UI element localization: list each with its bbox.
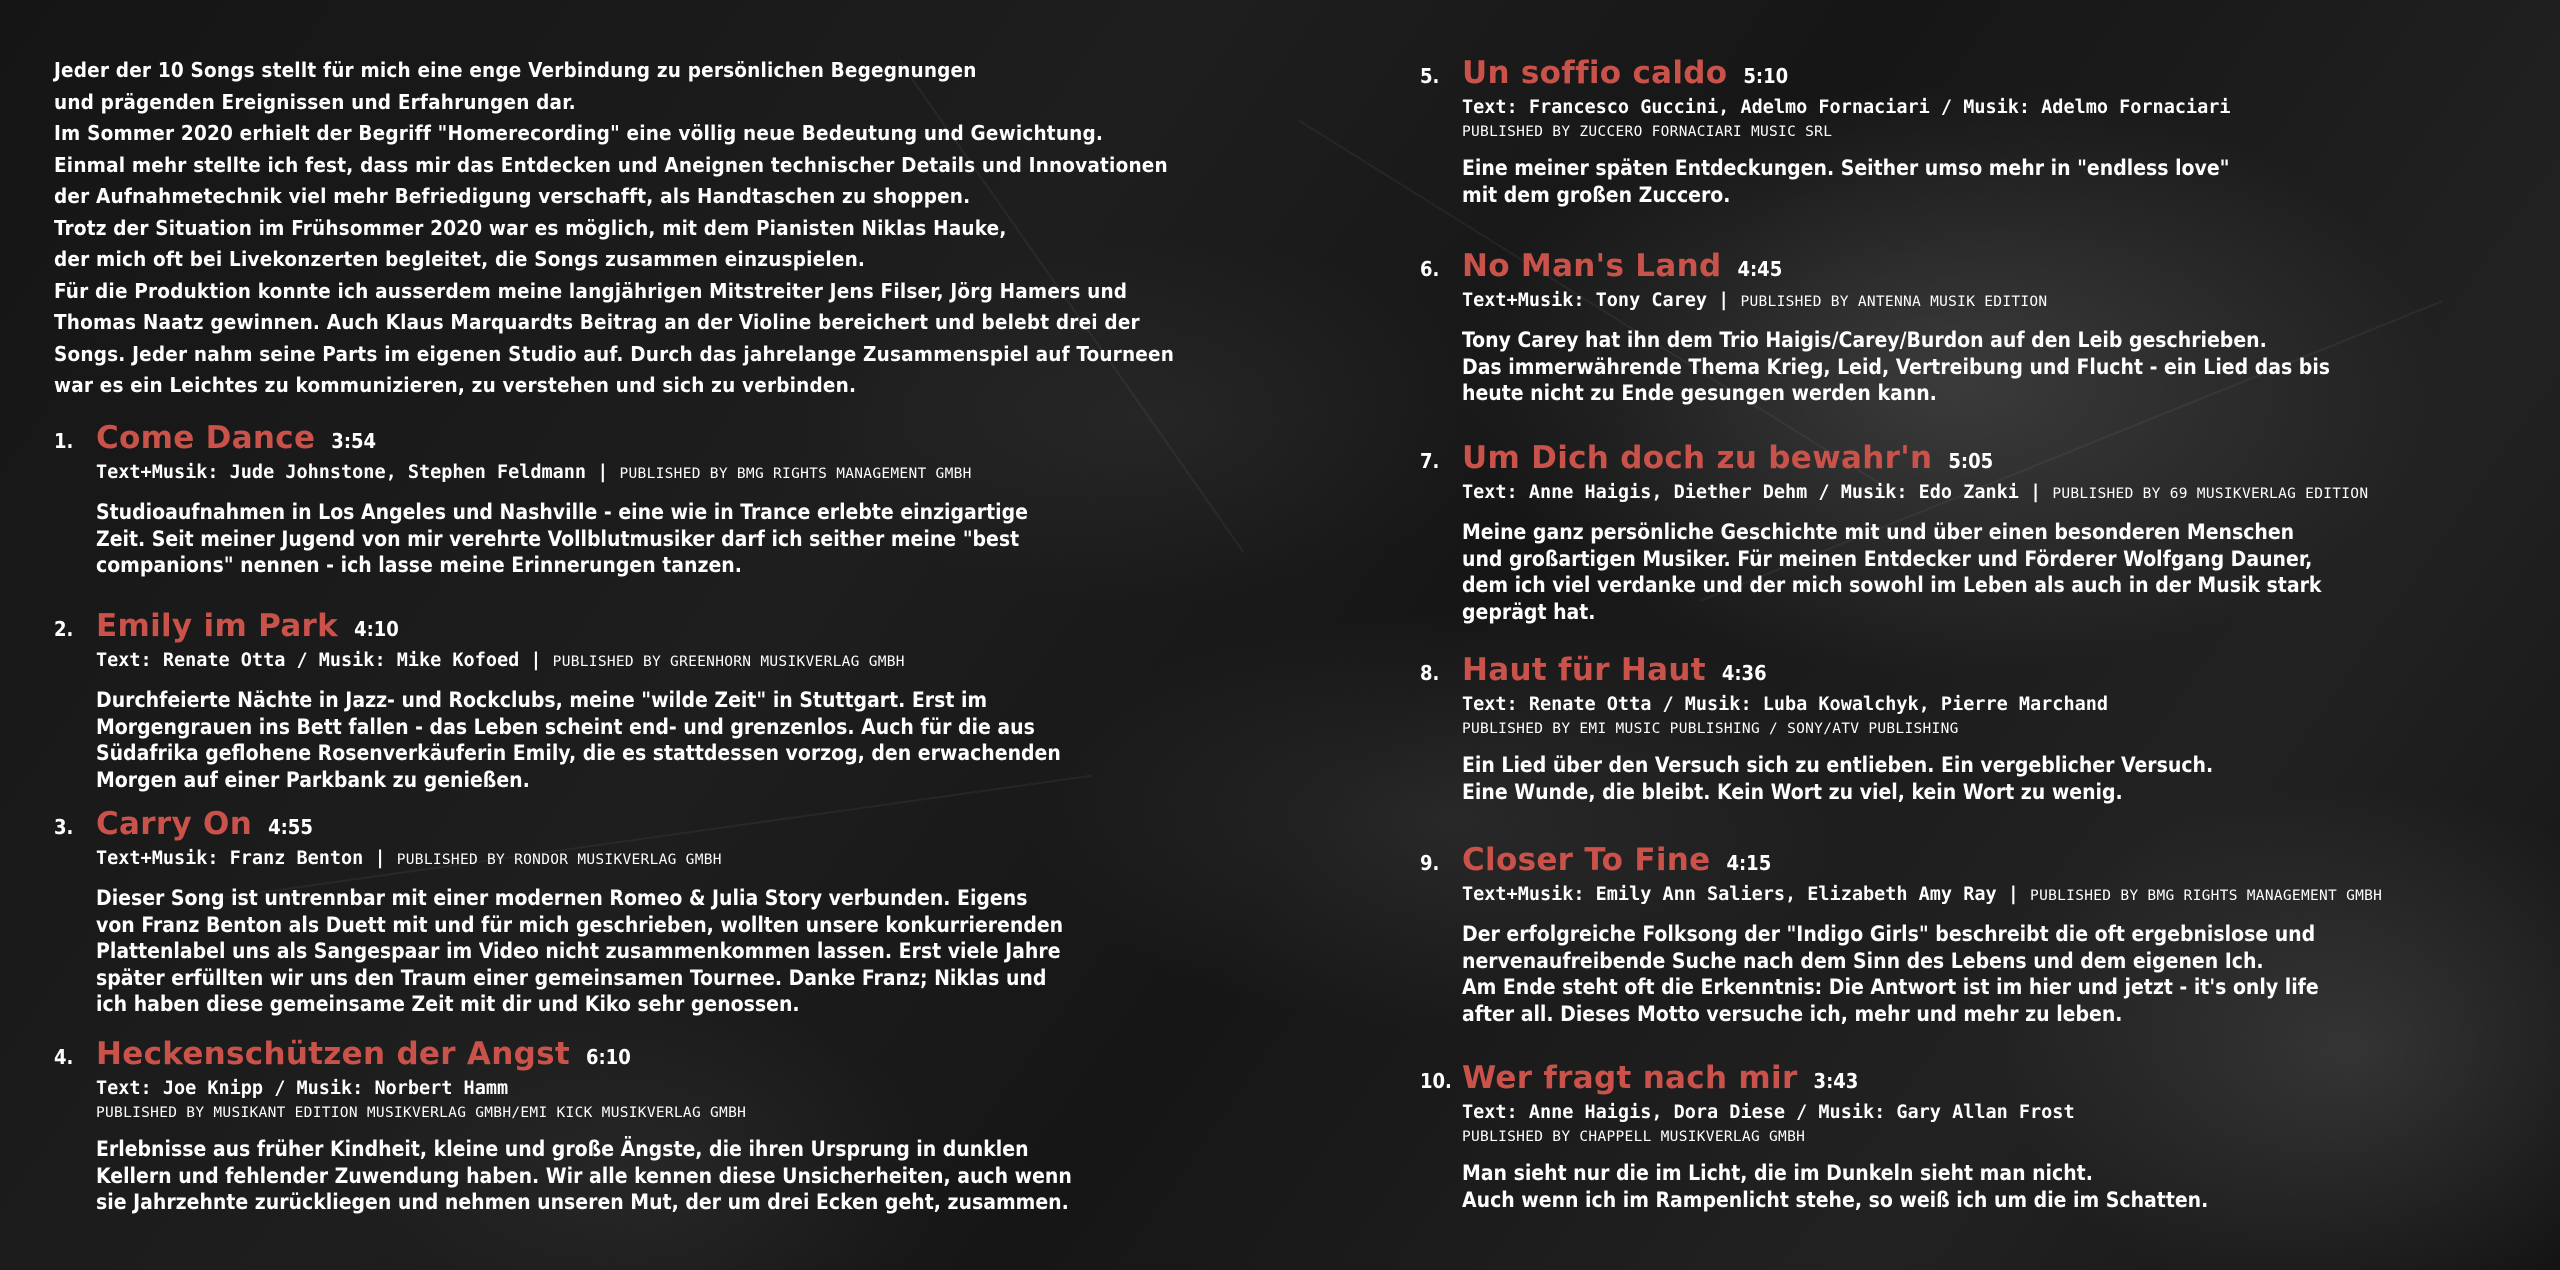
publisher-text: PUBLISHED BY BMG RIGHTS MANAGEMENT GMBH [2030,888,2383,904]
track-description: Der erfolgreiche Folksong der "Indigo Girls" beschreibt die oft ergebnislose und nervenaufreibende Suche nach dem Sinn des Lebens und dem eigenen Ich. Am Ende steht oft die Erkenntnis: Die Antwort ist im hier und jetzt - it's only life after all. Dieses Motto versuche ich, mehr und mehr zu leben. [1462,922,2319,1026]
track-duration: 4:45 [1737,257,1783,281]
publisher-text: PUBLISHED BY ANTENNA MUSIK EDITION [1740,294,2048,310]
intro-text: Jeder der 10 Songs stellt für mich eine enge Verbindung zu persönlichen Begegnungen und prägenden Ereignissen und Erfahrungen dar. Im Sommer 2020 erhielt der Begriff "Homerecording" eine völlig neue Bedeutung und Gewichtung. Einmal mehr stellte ich fest, dass mir das Entdecken und Aneignen technischer Details und Innovationen der Aufnahmetechnik viel mehr Befriedigung verschafft, als Handtaschen zu shoppen. Trotz der Situation im Frühsommer 2020 war es möglich, mit dem Pianisten Niklas Hauke, der mich oft bei Livekonzerten begleitet, die Songs zusammen einzuspielen. Für die Produktion konnte ich ausserdem meine langjährigen Mitstreiter Jens Filser, Jörg Hamers und Thomas Naatz gewinnen. Auch Klaus Marquardts Beitrag an der Violine bereichert und belebt drei der Songs. Jeder nahm seine Parts im eigenen Studio auf. Durch das jahrelange Zusammenspiel auf Tourneen war es ein Leichtes zu kommunizieren, zu verstehen und sich zu verbinden. [54,58,1175,397]
track-header [54,420,1254,456]
publisher-text: PUBLISHED BY CHAPPELL MUSIKVERLAG GMBH [1462,1129,1806,1145]
credits-text: Text+Musik: Franz Benton | [96,848,386,869]
credits-text: Text: Renate Otta / Musik: Luba Kowalchyk, Pierre Marchand [1462,694,2109,715]
credits-text: Text+Musik: Tony Carey | [1462,290,1730,311]
publisher-text: PUBLISHED BY 69 MUSIKVERLAG EDITION [2052,486,2369,502]
track-title: Emily im Park [96,608,339,644]
track-credits [1462,1100,2500,1126]
track-header [1420,652,2500,688]
track-number: 4. [54,1045,74,1069]
track-title: Carry On [96,806,253,842]
publisher-text: PUBLISHED BY RONDOR MUSIKVERLAG GMBH [396,852,722,868]
track-entry [1420,440,2500,625]
track-number: 9. [1420,851,1440,875]
track-header [1420,1060,2500,1096]
track-header [1420,440,2500,476]
credits-text: Text: Joe Knipp / Musik: Norbert Hamm [96,1078,509,1099]
track-header [54,608,1254,644]
track-number: 8. [1420,661,1440,685]
track-description: Dieser Song ist untrennbar mit einer modernen Romeo & Julia Story verbunden. Eigens von Franz Benton als Duett mit und für mich geschrieben, wollten unsere konkurrierenden Plattenlabel uns als Sangespaar im Video nicht zusammenkommen lassen. Erst viele Jahre später erfüllten wir uns den Traum einer gemeinsamen Tournee. Danke Franz; Niklas und ich haben diese gemeinsame Zeit mit dir und Kiko sehr genossen. [96,886,1064,1016]
credits-text: Text: Francesco Guccini, Adelmo Fornaciari / Musik: Adelmo Fornaciari [1462,97,2231,118]
track-description: Meine ganz persönliche Geschichte mit und über einen besonderen Menschen und großartigen Musiker. Für meinen Entdecker und Förderer Wolfgang Dauner, dem ich viel verdanke und der mich sowohl im Leben als auch in der Musik stark geprägt hat. [1462,520,2322,624]
track-entry [1420,842,2500,1027]
credits-text: Text: Renate Otta / Musik: Mike Kofoed | [96,650,542,671]
track-title: Un soffio caldo [1462,55,1728,91]
publisher-text: PUBLISHED BY MUSIKANT EDITION MUSIKVERLAG GMBH/EMI KICK MUSIKVERLAG GMBH [96,1105,747,1121]
track-credits [96,648,1254,675]
track-duration: 4:36 [1721,661,1767,685]
left-page [54,0,1254,1214]
track-entry [54,1036,1254,1216]
publisher-text: PUBLISHED BY GREENHORN MUSIKVERLAG GMBH [552,654,905,670]
track-description: Eine meiner späten Entdeckungen. Seither umso mehr in "endless love" mit dem großen Zuccero. [1462,156,2230,207]
track-header [1420,842,2500,878]
track-number: 1. [54,429,74,453]
track-title: Come Dance [96,420,316,456]
track-header [54,1036,1254,1072]
track-description: Ein Lied über den Versuch sich zu entlieben. Ein vergeblicher Versuch. Eine Wunde, die bleibt. Kein Wort zu viel, kein Wort zu wenig. [1462,753,2214,804]
track-description: Durchfeierte Nächte in Jazz- und Rockclubs, meine "wilde Zeit" in Stuttgart. Erst im Morgengrauen ins Bett fallen - das Leben scheint end- und grenzenlos. Auch für die aus Südafrika geflohene Rosenverkäuferin Emily, die es stattdessen vorzog, den erwachenden Morgen auf einer Parkbank zu genießen. [96,688,1061,792]
track-title: Wer fragt nach mir [1462,1060,1798,1096]
credits-text: Text: Anne Haigis, Dora Diese / Musik: Gary Allan Frost [1462,1102,2075,1123]
track-number: 7. [1420,449,1440,473]
track-credits [96,846,1254,873]
track-number: 2. [54,617,74,641]
track-entry [54,420,1254,579]
track-description: Erlebnisse aus früher Kindheit, kleine und große Ängste, die ihren Ursprung in dunklen Kellern und fehlender Zuwendung haben. Wir alle kennen diese Unsicherheiten, auch wenn sie Jahrzehnte zurückliegen und nehmen unseren Mut, der um drei Ecken geht, zusammen. [96,1137,1072,1214]
credits-text: Text: Anne Haigis, Diether Dehm / Musik: Edo Zanki | [1462,482,2042,503]
track-entry [54,608,1254,793]
track-credits [1462,95,2500,121]
track-credits [1462,480,2500,507]
track-credits [1462,288,2500,315]
track-title: No Man's Land [1462,248,1722,284]
track-credits [96,1076,1254,1102]
track-header [1420,55,2500,91]
track-header [54,806,1254,842]
track-credits [1462,882,2500,909]
track-duration: 5:10 [1743,64,1789,88]
track-entry [1420,652,2500,805]
track-number: 3. [54,815,74,839]
track-description: Studioaufnahmen in Los Angeles und Nashville - eine wie in Trance erlebte einzigartige Zeit. Seit meiner Jugend von mir verehrte Vollblutmusiker darf ich seither meine "best companions" nennen - ich lasse meine Erinnerungen tanzen. [96,500,1028,577]
track-entry [1420,55,2500,208]
track-description: Tony Carey hat ihn dem Trio Haigis/Carey/Burdon auf den Leib geschrieben. Das immerwährende Thema Krieg, Leid, Vertreibung und Flucht - ein Lied das bis heute nicht zu Ende gesungen werden kann. [1462,328,2331,405]
track-description: Man sieht nur die im Licht, die im Dunkeln sieht man nicht. Auch wenn ich im Rampenlicht stehe, so weiß ich um die im Schatten. [1462,1161,2209,1212]
credits-text: Text+Musik: Jude Johnstone, Stephen Feldmann | [96,462,609,483]
track-header [1420,248,2500,284]
track-credits [1462,692,2500,718]
publisher-text: PUBLISHED BY BMG RIGHTS MANAGEMENT GMBH [619,466,972,482]
publisher-text: PUBLISHED BY ZUCCERO FORNACIARI MUSIC SRL [1462,124,1833,140]
track-title: Closer To Fine [1462,842,1711,878]
track-duration: 4:10 [354,617,399,641]
credits-text: Text+Musik: Emily Ann Saliers, Elizabeth Amy Ray | [1462,884,2019,905]
track-credits [96,460,1254,487]
track-number: 6. [1420,257,1440,281]
track-duration: 4:15 [1726,851,1772,875]
track-duration: 3:43 [1813,1069,1859,1093]
publisher-text: PUBLISHED BY EMI MUSIC PUBLISHING / SONY/ATV PUBLISHING [1462,721,1959,737]
track-duration: 5:05 [1948,449,1994,473]
track-entry [1420,248,2500,407]
track-title: Haut für Haut [1462,652,1706,688]
track-entry [1420,1060,2500,1213]
track-title: Heckenschützen der Angst [96,1036,570,1072]
track-number: 10. [1420,1069,1452,1093]
track-title: Um Dich doch zu bewahr'n [1462,440,1933,476]
track-number: 5. [1420,64,1440,88]
track-duration: 4:55 [268,815,313,839]
track-duration: 6:10 [585,1045,631,1069]
track-duration: 3:54 [331,429,377,453]
track-entry [54,806,1254,1018]
